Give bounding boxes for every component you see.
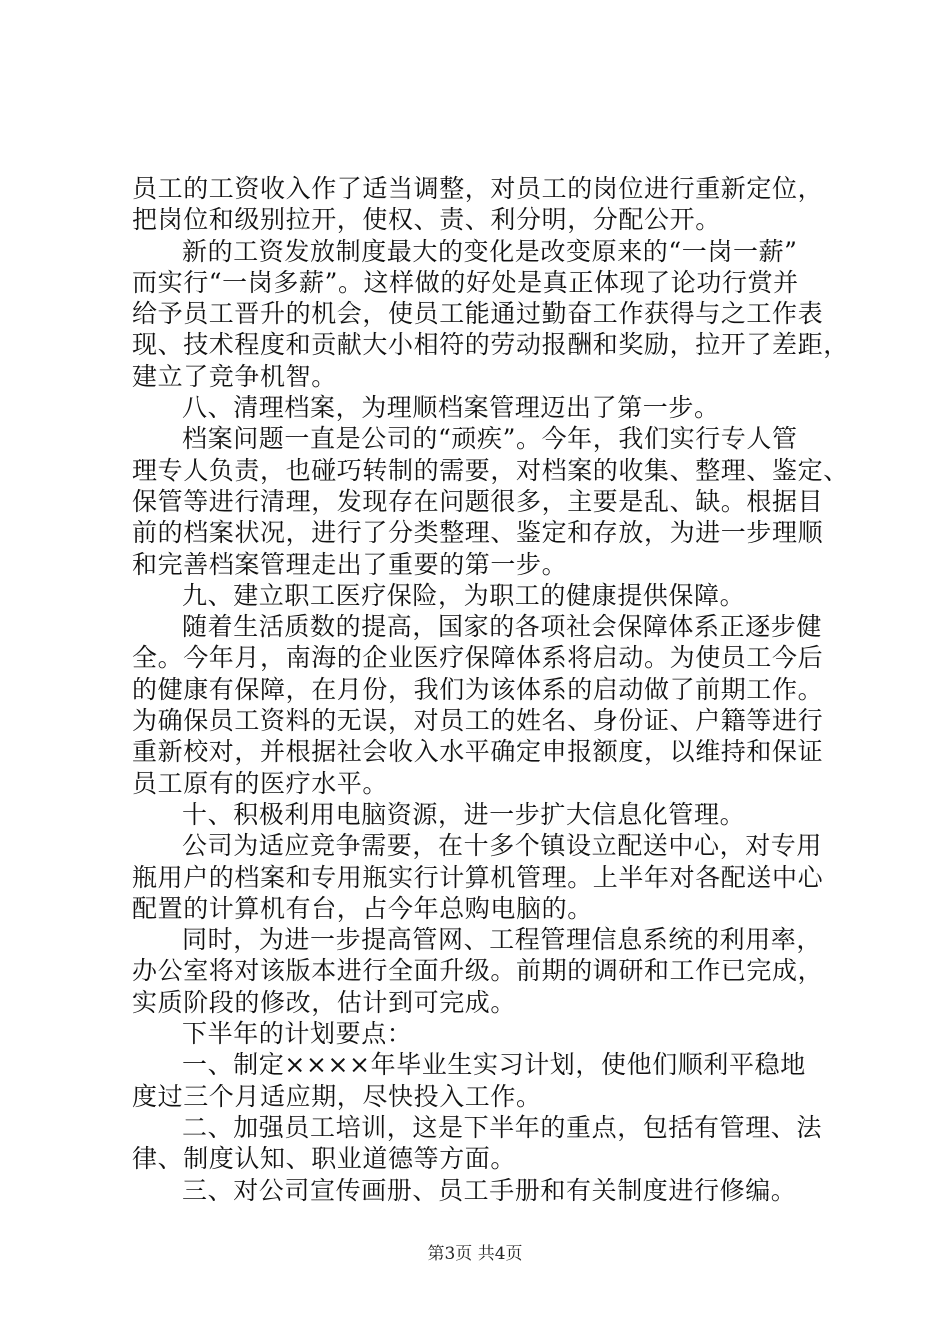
text-line: 理专人负责，也碰巧转制的需要，对档案的收集、整理、鉴定、 bbox=[132, 455, 849, 485]
text-line: 一、制定××××年毕业生实习计划，使他们顺利平稳地 bbox=[182, 1050, 806, 1080]
text-line: 十、积极利用电脑资源，进一步扩大信息化管理。 bbox=[182, 799, 746, 829]
text-line: 度过三个月适应期，尽快投入工作。 bbox=[132, 1081, 542, 1111]
text-line: 而实行“一岗多薪”。这样做的好处是真正体现了论功行赏并 bbox=[132, 267, 799, 297]
text-line: 同时，为进一步提高管网、工程管理信息系统的利用率， bbox=[182, 925, 823, 955]
text-line: 三、对公司宣传画册、员工手册和有关制度进行修编。 bbox=[182, 1175, 797, 1205]
text-line: 前的档案状况，进行了分类整理、鉴定和存放，为进一步理顺 bbox=[132, 518, 824, 548]
text-line: 随着生活质数的提高，国家的各项社会保障体系正逐步健 bbox=[182, 612, 823, 642]
text-line: 瓶用户的档案和专用瓶实行计算机管理。上半年对各配送中心 bbox=[132, 862, 824, 892]
text-line: 新的工资发放制度最大的变化是改变原来的“一岗一薪” bbox=[182, 236, 798, 266]
text-line: 和完善档案管理走出了重要的第一步。 bbox=[132, 549, 568, 579]
text-line: 为确保员工资料的无误，对员工的姓名、身份证、户籍等进行 bbox=[132, 706, 824, 736]
text-line: 员工原有的医疗水平。 bbox=[132, 768, 389, 798]
text-line: 给予员工晋升的机会，使员工能通过勤奋工作获得与之工作表 bbox=[132, 299, 824, 329]
text-line: 员工的工资收入作了适当调整，对员工的岗位进行重新定位， bbox=[132, 174, 824, 203]
text-line: 的健康有保障，在月份，我们为该体系的启动做了前期工作。 bbox=[132, 674, 824, 704]
document-body bbox=[132, 173, 849, 1206]
page-footer: 第3页 共4页 bbox=[427, 1244, 523, 1264]
text-line: 保管等进行清理，发现存在问题很多，主要是乱、缺。根据目 bbox=[132, 486, 824, 516]
text-line: 重新校对，并根据社会收入水平确定申报额度，以维持和保证 bbox=[132, 737, 824, 767]
text-line: 二、加强员工培训，这是下半年的重点，包括有管理、法 bbox=[182, 1112, 823, 1142]
text-line: 全。今年月，南海的企业医疗保障体系将启动。为使员工今后 bbox=[132, 643, 824, 673]
text-line: 建立了竞争机智。 bbox=[132, 361, 337, 391]
text-line: 配置的计算机有台，占今年总购电脑的。 bbox=[132, 893, 593, 923]
text-line: 把岗位和级别拉开，使权、责、利分明，分配公开。 bbox=[132, 205, 721, 235]
text-line: 律、制度认知、职业道德等方面。 bbox=[132, 1144, 517, 1174]
text-line: 实质阶段的修改，估计到可完成。 bbox=[132, 987, 517, 1017]
text-line: 公司为适应竞争需要，在十多个镇设立配送中心，对专用 bbox=[182, 831, 823, 861]
text-line: 八、清理档案，为理顺档案管理迈出了第一步。 bbox=[182, 393, 720, 423]
text-line: 档案问题一直是公司的“顽疾”。今年，我们实行专人管 bbox=[182, 424, 798, 454]
text-line: 现、技术程度和贡献大小相符的劳动报酬和奖励，拉开了差距， bbox=[132, 330, 849, 360]
text-line: 下半年的计划要点： bbox=[182, 1019, 413, 1049]
text-line: 九、建立职工医疗保险，为职工的健康提供保障。 bbox=[182, 580, 746, 610]
text-line: 办公室将对该版本进行全面升级。前期的调研和工作已完成， bbox=[132, 956, 824, 986]
